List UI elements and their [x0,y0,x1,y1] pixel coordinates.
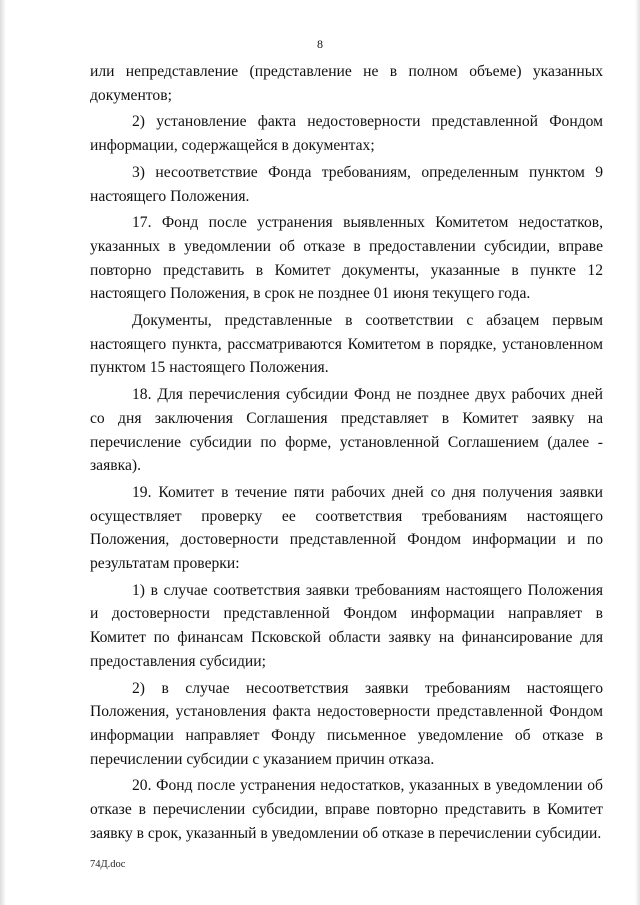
paragraph-continuation: или непредставление (представление не в полном объеме) указанных документов; [90,63,603,104]
paragraph-clause-19-item-2: 2) в случае несоответствия заявки требованиям настоящего Положения, установления факта недостоверности представленной Фондом информации направляет Фонду письменное уведомление об отказе в перечислении субсидии с указанием причин отказа. [90,679,603,768]
paragraph-clause-17-documents: Документы, представленные в соответствии с абзацем первым настоящего пункта, рассматриваются Комитетом в порядке, установленном пунктом 15 настоящего Положения. [90,312,603,377]
page-number: 8 [317,37,323,51]
scan-shadow-left [0,0,6,905]
paragraph-clause-18: 18. Для перечисления субсидии Фонд не позднее двух рабочих дней со дня заключения Соглашения представляет в Комитет заявку на перечисление субсидии по форме, установленной Соглашением (далее - заявка). [90,386,603,475]
paragraph-clause-17: 17. Фонд после устранения выявленных Комитетом недостатков, указанных в уведомлении об отказе в предоставлении субсидии, вправе повторно представить в Комитет документы, указанные в пункте 12 настоящего Положения, в срок не позднее 01 июня текущего года. [90,214,603,303]
paragraph-item-2: 2) установление факта недостоверности представленной Фондом информации, содержащейся в документах; [90,113,603,155]
scan-shadow-right [635,0,640,905]
paragraph-clause-19: 19. Комитет в течение пяти рабочих дней со дня получения заявки осуществляет проверку ее соответствия требованиям настоящего Положения, достоверности представленной Фондом информации и по результатам проверки: [90,483,603,573]
footer-filename: 74Д.doc [90,859,126,870]
paragraph-clause-20: 20. Фонд после устранения недостатков, указанных в уведомлении об отказе в перечислении субсидии, вправе повторно представить в Комитет заявку в срок, указанный в уведомлении об отказе в перечислении субсидии. [90,777,603,842]
paragraph-item-3: 3) несоответствие Фонда требованиям, определенным пунктом 9 настоящего Положения. [90,163,603,205]
document-body [90,60,603,849]
paragraph-clause-19-item-1: 1) в случае соответствия заявки требованиям настоящего Положения и достоверности представленной Фондом информации направляет в Комитет по финансам Псковской области заявку на финансирование для предоставления субсидии; [90,581,603,670]
